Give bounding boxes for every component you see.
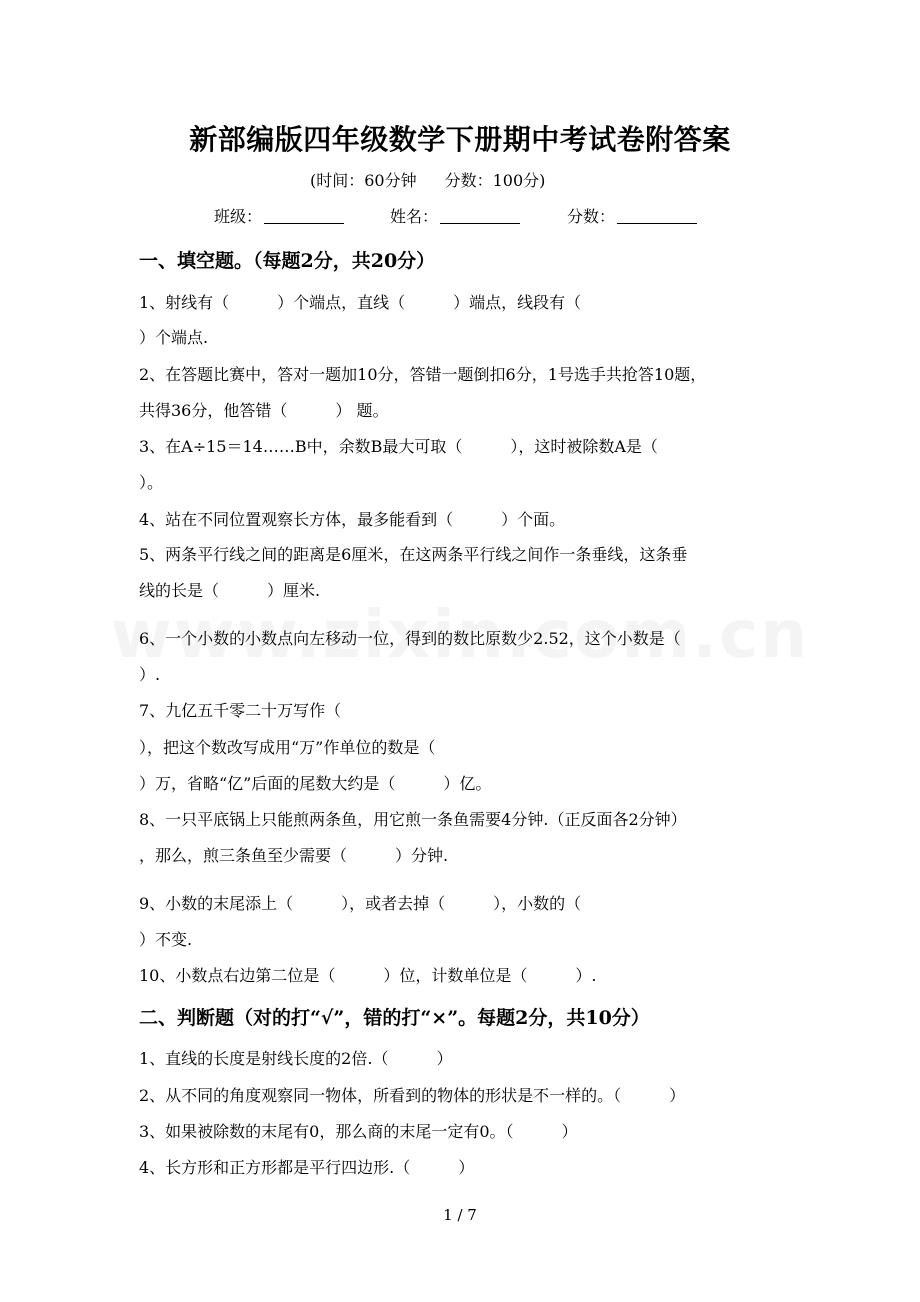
question-line: ），把这个数改写成用“万”作单位的数是（ <box>139 738 436 757</box>
question-line: 8、一只平底锅上只能煎两条鱼，用它煎一条鱼需要4分钟.（正反面各2分钟） <box>139 810 687 829</box>
question-line: 1、射线有（ ）个端点，直线（ ）端点，线段有（ <box>139 293 582 312</box>
question-line: ）。 <box>139 473 164 492</box>
question-line: 2、在答题比赛中，答对一题加10分，答错一题倒扣6分，1号选手共抢答10题， <box>139 365 707 384</box>
section-heading-judge: 二、判断题（对的打“√”，错的打“×”。每题2分，共10分） <box>139 1007 650 1029</box>
name-label: 姓名： <box>390 207 439 226</box>
question-line: 10、小数点右边第二位是（ ）位，计数单位是（ ）. <box>139 966 597 985</box>
name-blank <box>440 207 520 224</box>
question-line: 5、两条平行线之间的距离是6厘米，在这两条平行线之间作一条垂线，这条垂 <box>139 545 688 564</box>
question-line: ）个端点. <box>139 328 209 347</box>
question-line: 7、九亿五千零二十万写作（ <box>139 701 342 720</box>
class-blank <box>264 207 344 224</box>
class-label: 班级： <box>214 207 263 226</box>
score-field <box>567 204 697 227</box>
question-line: ）万，省略“亿”后面的尾数大约是（ ）亿。 <box>139 774 492 793</box>
question-line: 共得36分，他答错（ ） 题。 <box>139 401 389 420</box>
question-line: 4、长方形和正方形都是平行四边形.（ ） <box>139 1158 475 1177</box>
question-line: 4、站在不同位置观察长方体，最多能看到（ ）个面。 <box>139 510 566 529</box>
question-line: 3、在A÷15＝14……B中，余数B最大可取（ ），这时被除数A是（ <box>139 437 658 456</box>
score-blank <box>617 207 697 224</box>
question-line: ）. <box>139 665 161 684</box>
question-line: 9、小数的末尾添上（ ），或者去掉（ ），小数的（ <box>139 894 582 913</box>
question-line: 1、直线的长度是射线长度的2倍.（ ） <box>139 1049 453 1068</box>
section-heading-fill: 一、填空题。（每题2分，共20分） <box>139 250 436 272</box>
exam-subtitle <box>310 168 545 191</box>
question-line: 6、一个小数的小数点向左移动一位，得到的数比原数少2.52，这个小数是（ <box>139 629 681 648</box>
question-line: 3、如果被除数的末尾有0，那么商的末尾一定有0。（ ） <box>139 1122 578 1141</box>
page-number: 1 / 7 <box>443 1206 477 1224</box>
question-line: ）不变. <box>139 930 193 949</box>
page-title: 新部编版四年级数学下册期中考试卷附答案 <box>189 123 731 156</box>
score-label: 分数： <box>567 207 616 226</box>
class-field <box>214 204 344 227</box>
total-score: 分数：100分) <box>444 171 546 190</box>
question-line: 2、从不同的角度观察同一物体，所看到的物体的形状是不一样的。（ ） <box>139 1086 686 1105</box>
name-field <box>390 204 520 227</box>
question-line: ，那么，煎三条鱼至少需要（ ）分钟. <box>139 846 449 865</box>
question-line: 线的长是（ ）厘米. <box>139 581 321 600</box>
time-limit: (时间：60分钟 <box>310 171 417 190</box>
